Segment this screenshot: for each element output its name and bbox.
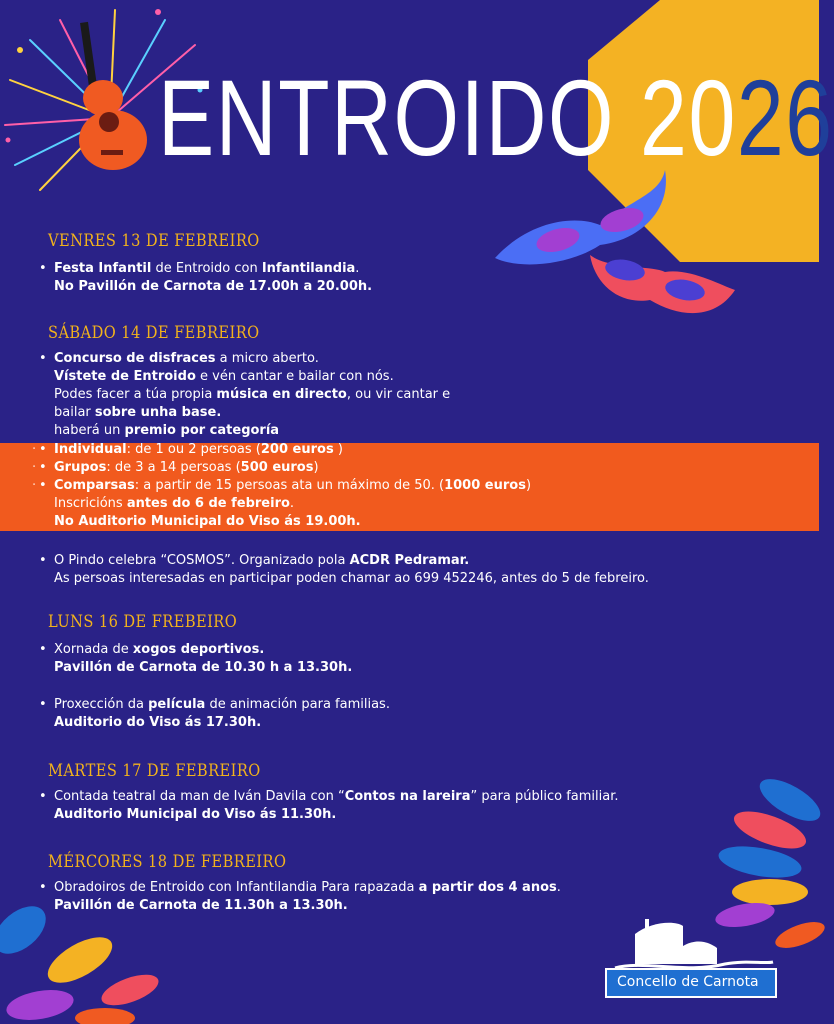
text-line xyxy=(52,659,352,677)
text-line xyxy=(52,788,619,806)
text-line xyxy=(52,897,561,915)
text-line xyxy=(52,441,531,459)
pavilion-icon xyxy=(605,916,777,972)
swirl-decoration-left xyxy=(0,897,162,1024)
text-segment: : de 3 a 14 persoas ( xyxy=(106,460,241,475)
text-segment: Contos na lareira xyxy=(344,789,471,804)
logo-text: Concello de Carnota xyxy=(617,974,759,990)
text-segment: Vístete de Entroido xyxy=(54,369,196,384)
text-segment: xogos deportivos. xyxy=(132,642,265,657)
heading-luns: LUNS 16 DE FREBEIRO xyxy=(48,612,238,632)
event-mercores xyxy=(52,879,561,915)
text-segment: , ou vir cantar e xyxy=(346,387,451,402)
text-segment: Grupos xyxy=(54,460,107,475)
text-segment: : de 1 ou 2 persoas ( xyxy=(126,442,261,457)
text-segment: ) xyxy=(333,442,343,457)
text-segment: ” para público familiar. xyxy=(470,789,619,804)
text-segment: ACDR Pedramar. xyxy=(349,553,470,568)
concello-logo[interactable] xyxy=(605,916,777,1002)
text-segment: Auditorio Municipal do Viso ás 11.30h. xyxy=(54,807,337,822)
event-martes xyxy=(52,788,619,824)
logo-label-box xyxy=(605,968,777,998)
band-dot: · xyxy=(32,442,37,457)
text-line xyxy=(52,350,450,368)
heading-venres: VENRES 13 DE FEBREIRO xyxy=(48,231,260,251)
text-segment: Obradoiros de Entroido con Infantilandia Para rapazada xyxy=(54,880,419,895)
text-line xyxy=(52,879,561,897)
text-segment: Festa Infantil xyxy=(54,261,152,276)
text-segment: premio por categoría xyxy=(124,423,280,438)
text-line xyxy=(52,260,372,278)
text-segment: Infantilandia xyxy=(261,261,356,276)
text-line xyxy=(52,495,531,513)
text-segment: de animación para familias. xyxy=(205,697,390,712)
text-segment: Pavillón de Carnota de 10.30 h a 13.30h. xyxy=(54,660,353,675)
text-segment: 500 euros xyxy=(240,460,314,475)
text-line xyxy=(52,477,531,495)
text-line xyxy=(52,368,450,386)
text-segment: ) xyxy=(313,460,319,475)
text-line xyxy=(52,714,390,732)
text-segment: No Pavillón de Carnota de 17.00h a 20.00h. xyxy=(54,279,373,294)
text-segment: 200 euros xyxy=(260,442,334,457)
text-line xyxy=(52,696,390,714)
text-segment: bailar xyxy=(54,405,95,420)
text-segment: e vén cantar e bailar con nós. xyxy=(195,369,394,384)
text-segment: sobre unha base. xyxy=(94,405,222,420)
text-line xyxy=(52,570,649,588)
text-line xyxy=(52,278,372,296)
event-sabado-cosmos xyxy=(52,552,649,588)
text-segment: 1000 euros xyxy=(444,478,526,493)
text-segment: Contada teatral da man de Iván Davila con “ xyxy=(54,789,345,804)
text-line xyxy=(52,513,531,531)
event-sabado-concurso xyxy=(52,350,450,440)
text-segment: Xornada de xyxy=(54,642,133,657)
text-segment: Concurso de disfraces xyxy=(54,351,216,366)
text-segment: antes do 6 de febreiro xyxy=(126,496,290,511)
text-segment: O Pindo celebra “COSMOS”. Organizado pola xyxy=(54,553,350,568)
text-line xyxy=(52,404,450,422)
title-text-year-digits: 26 xyxy=(736,57,834,178)
heading-martes: MARTES 17 DE FEBREIRO xyxy=(48,761,261,781)
text-segment: . xyxy=(355,261,360,276)
text-segment: As persoas interesadas en participar poden chamar ao 699 452246, antes do 5 de febreiro. xyxy=(54,571,649,586)
text-segment: de Entroido con xyxy=(151,261,262,276)
text-segment: ) xyxy=(525,478,532,493)
text-segment: Comparsas xyxy=(54,478,135,493)
text-segment: Proxección da xyxy=(54,697,149,712)
text-segment: . xyxy=(556,880,561,895)
text-segment: Inscricións xyxy=(54,496,127,511)
text-segment: Individual xyxy=(54,442,127,457)
event-luns-pelicula xyxy=(52,696,390,732)
text-segment: haberá un xyxy=(54,423,125,438)
text-segment: . xyxy=(289,496,295,511)
text-segment: película xyxy=(148,697,206,712)
text-segment: a micro aberto. xyxy=(215,351,319,366)
text-segment: Podes facer a túa propia xyxy=(54,387,217,402)
text-line xyxy=(52,552,649,570)
text-segment: Auditorio do Viso ás 17.30h. xyxy=(54,715,262,730)
text-line xyxy=(52,641,352,659)
event-venres xyxy=(52,260,372,296)
title-text-main: ENTROIDO 20 xyxy=(158,57,737,178)
band-dot: · xyxy=(32,478,37,493)
heading-sabado: SÁBADO 14 DE FEBREIRO xyxy=(48,323,260,343)
text-segment: Pavillón de Carnota de 11.30h a 13.30h. xyxy=(54,898,348,913)
text-line xyxy=(52,422,450,440)
text-line xyxy=(52,806,619,824)
text-segment: a partir dos 4 anos xyxy=(418,880,557,895)
band-dot: · xyxy=(32,460,37,475)
text-segment: No Auditorio Municipal do Viso ás 19.00h. xyxy=(54,514,361,529)
text-segment: : a partir de 15 persoas ata un máximo de 50. ( xyxy=(134,478,445,493)
page-title xyxy=(158,58,834,178)
heading-mercores: MÉRCORES 18 DE FEBREIRO xyxy=(48,852,287,872)
event-sabado-categories xyxy=(52,441,531,531)
event-luns-xogos xyxy=(52,641,352,677)
text-line xyxy=(52,386,450,404)
text-line xyxy=(52,459,531,477)
text-segment: música en directo xyxy=(216,387,347,402)
